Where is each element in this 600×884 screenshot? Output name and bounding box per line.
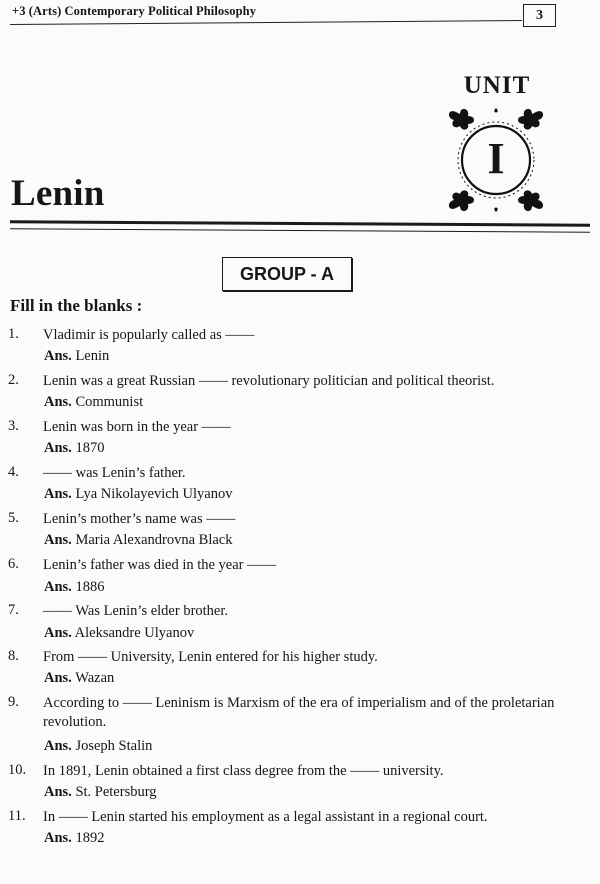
running-header: +3 (Arts) Contemporary Political Philosophy	[12, 4, 257, 18]
question-text: —— was Lenin’s father.	[43, 465, 186, 481]
answer-line	[44, 625, 194, 642]
question-number: 2.	[8, 372, 19, 388]
answer-prefix: Ans.	[44, 670, 72, 686]
question-number: 5.	[8, 510, 19, 526]
group-label-box: GROUP - A	[222, 257, 352, 291]
chapter-title: Lenin	[11, 173, 105, 214]
question-text: Lenin was a great Russian —— revolutionary politician and political theorist.	[43, 373, 495, 389]
answer-line	[44, 348, 109, 365]
unit-numeral: I	[487, 134, 505, 183]
section-heading: Fill in the blanks :	[10, 296, 143, 315]
answer-text: 1892	[75, 830, 105, 846]
answer-prefix: Ans.	[44, 579, 72, 595]
title-rule-thin	[10, 228, 590, 233]
answer-prefix: Ans.	[44, 394, 72, 410]
answer-text: Aleksandre Ulyanov	[74, 625, 195, 641]
answer-text: Wazan	[75, 670, 115, 686]
answer-prefix: Ans.	[44, 625, 72, 641]
page-number: 3	[523, 4, 556, 27]
answer-text: Lenin	[75, 348, 110, 364]
answer-text: 1870	[75, 440, 105, 456]
answer-prefix: Ans.	[44, 348, 72, 364]
answer-text: Joseph Stalin	[75, 738, 153, 754]
answer-line	[44, 579, 104, 596]
question-number: 1.	[8, 326, 19, 342]
question-number: 3.	[8, 418, 19, 434]
answer-text: Communist	[75, 394, 144, 410]
question-number: 4.	[8, 464, 19, 480]
question-text: Lenin’s father was died in the year ——	[43, 557, 277, 573]
title-rule	[10, 220, 590, 227]
answer-prefix: Ans.	[44, 440, 72, 456]
question-text: According to —— Leninism is Marxism of the era of imperialism and of the proletarian revolution.	[43, 695, 555, 730]
answer-line	[44, 440, 104, 457]
question-text: In 1891, Lenin obtained a first class degree from the —— university.	[43, 763, 444, 779]
question-text: Lenin’s mother’s name was ——	[43, 511, 236, 527]
answer-line	[44, 784, 157, 801]
answer-prefix: Ans.	[44, 784, 72, 800]
question-number: 10.	[8, 762, 27, 778]
answer-prefix: Ans.	[44, 738, 72, 754]
question-text: In —— Lenin started his employment as a legal assistant in a regional court.	[43, 809, 488, 825]
question-number: 9.	[8, 694, 19, 710]
answer-line	[44, 830, 104, 847]
answer-prefix: Ans.	[44, 532, 72, 548]
answer-text: Lya Nikolayevich Ulyanov	[75, 486, 233, 502]
answer-text: Maria Alexandrovna Black	[75, 532, 233, 548]
question-number: 11.	[8, 808, 26, 824]
answer-line	[44, 486, 232, 503]
answer-text: 1886	[75, 579, 105, 595]
answer-prefix: Ans.	[44, 486, 72, 502]
answer-line	[44, 394, 143, 411]
question-number: 6.	[8, 556, 19, 572]
answer-line	[44, 670, 114, 687]
question-text: From —— University, Lenin entered for his higher study.	[43, 649, 378, 665]
question-text: Lenin was born in the year ——	[43, 419, 231, 435]
question-number: 8.	[8, 648, 19, 664]
answer-line	[44, 738, 152, 755]
answer-prefix: Ans.	[44, 830, 72, 846]
answer-line	[44, 532, 232, 549]
question-text: —— Was Lenin’s elder brother.	[43, 603, 229, 619]
question-number: 7.	[8, 602, 19, 618]
header-rule	[10, 20, 522, 25]
unit-label: UNIT	[463, 72, 531, 99]
answer-text: St. Petersburg	[75, 784, 157, 800]
question-text: Vladimir is popularly called as ——	[43, 327, 255, 343]
